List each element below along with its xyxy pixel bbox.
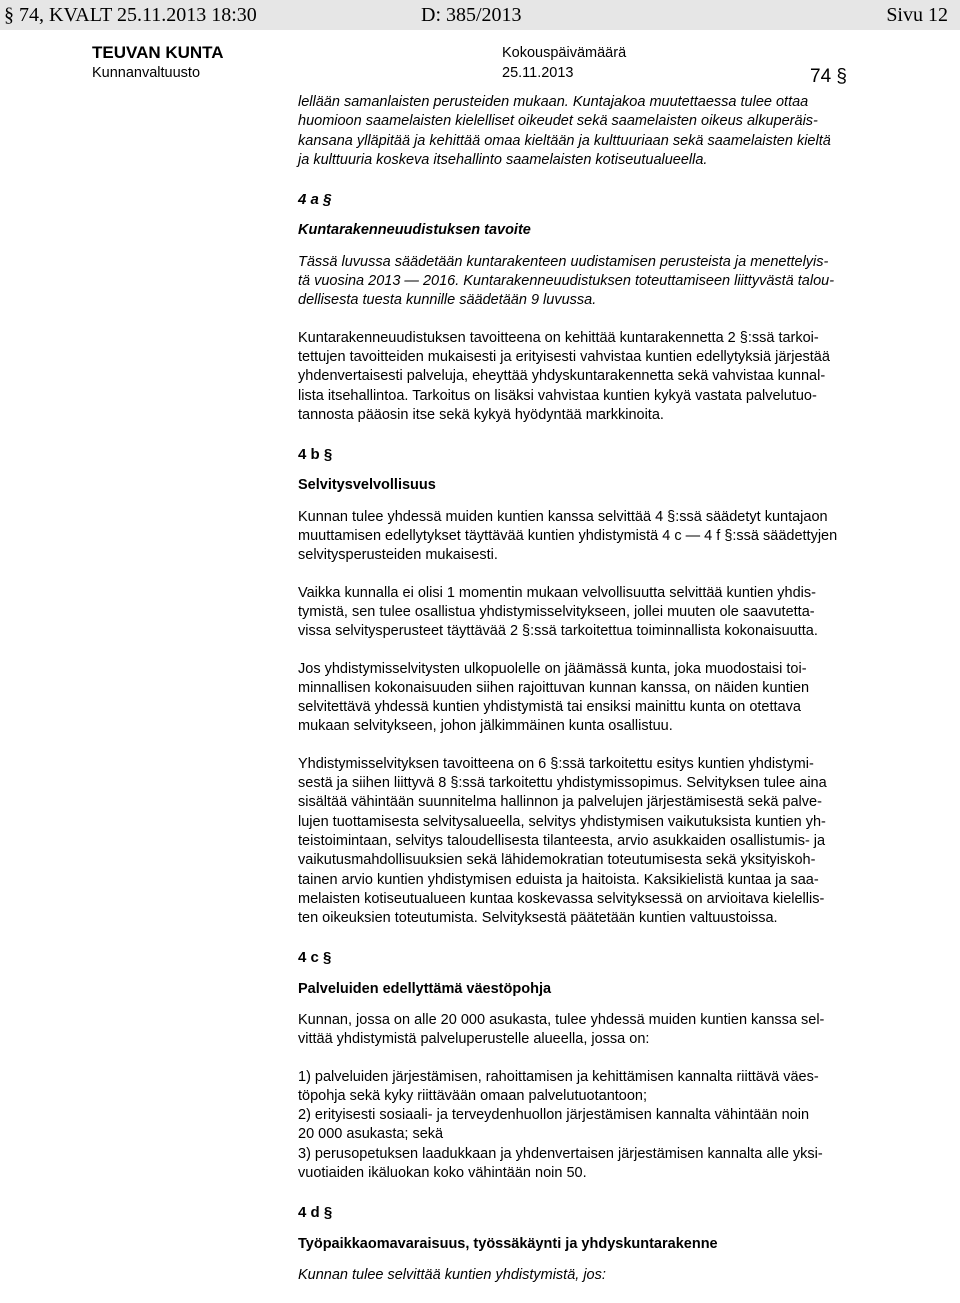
paragraph: Kunnan, jossa on alle 20 000 asukasta, tulee yhdessä muiden kuntien kanssa sel- vittää yhdistymistä palveluperustelle alueella, jossa on: bbox=[298, 1011, 825, 1048]
paragraph: Kunnan tulee selvittää kuntien yhdistymistä, jos: bbox=[298, 1266, 606, 1283]
list-item: 1) palveluiden järjestämisen, rahoittamisen ja kehittämisen kannalta riittävä väes- töpohja sekä kyky riittävään omaan palvelutuotantoon; bbox=[298, 1068, 819, 1104]
list-item: 3) perusopetuksen laadukkaan ja yhdenvertaisen järjestämisen kannalta alle yksi- vuotiaiden ikäluokan koko vähintään noin 50. bbox=[298, 1145, 823, 1182]
section-title-4c: Palveluiden edellyttämä väestöpohja bbox=[298, 980, 552, 997]
section-number: 74 § bbox=[810, 66, 847, 87]
organization-name: TEUVAN KUNTA bbox=[92, 43, 224, 62]
paragraph: Yhdistymisselvityksen tavoitteena on 6 §:ssä tarkoitettu esitys kuntien yhdistymi- sestä ja siihen liittyvä 8 §:ssä tarkoitettu yhdistymissopimus. Selvityksen tulee aina sisältää vähintään suunnitelma hallinnon ja palvelujen järjestämisestä sekä palve- lujen tuottamisesta selvitysalueella, selvitys yhdistymisen vaikutuksista kuntien yh- teistoimintaan, selvitys taloudellisesta tilanteesta, arvio asukkaiden osallistumis- ja vaikutusmahdollisuuksien sekä lähidemokratian toteutumisesta sekä yksityiskoh- tainen arvio kuntien yhdistymisen eduista ja haitoista. Kaksikielistä kuntaa ja saa- melaisten kotiseutualueen kuntaa koskevassa selvityksessä on arvioitava kielellis- ten oikeuksien toteutumista. Selvityksestä päätetään kuntien valtuustoissa. bbox=[298, 755, 827, 927]
document-body bbox=[298, 93, 898, 1303]
document-number: D: 385/2013 bbox=[421, 4, 522, 26]
section-title-4b: Selvitysvelvollisuus bbox=[298, 477, 436, 494]
paragraph: Kuntarakenneuudistuksen tavoitteena on kehittää kuntarakennetta 2 §:ssä tarkoi- tettujen tavoitteiden mukaisesti ja erityisesti vahvistaa kuntien edellytyksiä järjestää yhdenvertaisesti palveluja, eheyttää yhdyskuntarakennetta sekä vahvistaa kunnal- lista itsehallintoa. Tarkoitus on lisäksi vahvistaa kuntien kykyä vastata palvelutuo- tannosta pääosin itse sekä kykyä hyödyntää markkinoita. bbox=[298, 329, 830, 423]
paragraph: lellään samanlaisten perusteiden mukaan. Kuntajakoa muutettaessa tulee ottaa huomioon saamelaisten kielelliset oikeudet sekä saamelaisten oikeus alkuperäis- kansana ylläpitää ja kehittää omaa kieltään ja kulttuuriaan sekä saamelaisten kieltä ja kulttuuria koskeva itsehallinto saamelaisten kotiseutualueella. bbox=[298, 94, 831, 168]
section-reference: § 74, KVALT 25.11.2013 18:30 bbox=[4, 4, 257, 26]
paragraph: Vaikka kunnalla ei olisi 1 momentin mukaan velvollisuutta selvittää kuntien yhdis- tymistä, sen tulee osallistua yhdistymisselvitykseen, jollei muuten ole saavutetta- vissa selvitysperusteet täyttävää 2 §:ssä tarkoitettua toiminnallista kokonaisuutta. bbox=[298, 584, 818, 640]
section-heading-4b: 4 b § bbox=[298, 446, 333, 464]
numbered-list bbox=[298, 1068, 898, 1184]
list-item: 2) erityisesti sosiaali- ja terveydenhuollon järjestämisen kannalta vähintään noin 20 000 asukasta; sekä bbox=[298, 1107, 810, 1143]
section-heading-4d: 4 d § bbox=[298, 1204, 333, 1222]
section-title-4a: Kuntarakenneuudistuksen tavoite bbox=[298, 222, 531, 239]
paragraph: Kunnan tulee yhdessä muiden kuntien kanssa selvittää 4 §:ssä säädetyt kuntajaon muuttamisen edellytykset täyttävää kuntien yhdistymistä 4 c — 4 f §:ssä säädettyjen selvitysperusteiden mukaisesti. bbox=[298, 508, 838, 564]
section-heading-4c: 4 c § bbox=[298, 949, 332, 967]
paragraph: Tässä luvussa säädetään kuntarakenteen uudistamisen perusteista ja menettelyis- tä vuosina 2013 — 2016. Kuntarakenneuudistuksen toteuttamiseen liittyvästä talou- dellisesta tuesta kunnille säädetään 9 luvussa. bbox=[298, 253, 835, 309]
page-info-bar bbox=[0, 0, 960, 30]
page-number: Sivu 12 bbox=[886, 4, 948, 26]
section-heading-4a: 4 a § bbox=[298, 191, 332, 209]
governing-body: Kunnanvaltuusto bbox=[92, 65, 201, 81]
paragraph: Jos yhdistymisselvitysten ulkopuolelle on jäämässä kunta, joka muodostaisi toi- minnallisen kokonaisuuden siihen rajoittuvan kunnan kanssa, on näiden kuntien selvitettävä yhdessä kuntien yhdistymistä tai ensiksi mainittu kunta on otettava mukaan selvitykseen, johon jälkimmäinen kunta osallistuu. bbox=[298, 660, 810, 735]
section-title-4d: Työpaikkaomavaraisuus, työssäkäynti ja yhdyskuntarakenne bbox=[298, 1235, 718, 1252]
meeting-date-label: Kokouspäivämäärä bbox=[502, 45, 627, 61]
meeting-date: 25.11.2013 bbox=[502, 65, 574, 81]
